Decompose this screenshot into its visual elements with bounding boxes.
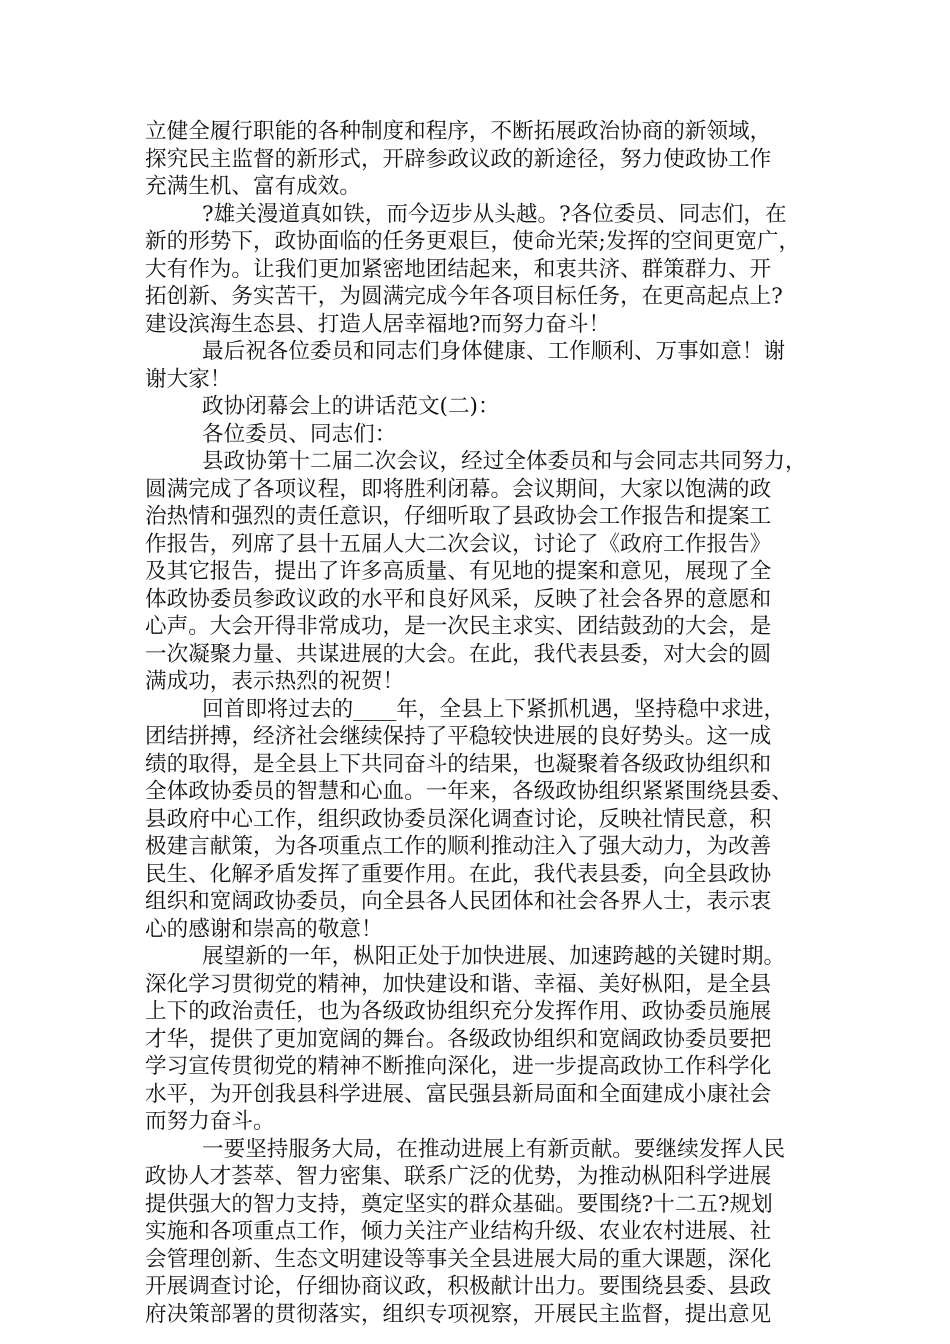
text-line: 各位委员、同志们： [202,421,397,447]
text-line: 展望新的一年，枞阳正处于加快进展、加速跨越的关键时期。 [202,944,786,969]
text-line: 治热情和强烈的责任意识，仔细听取了县政协会工作报告和提案工 [145,504,772,529]
text-line: 最后祝各位委员和同志们身体健康、工作顺利、万事如意！谢 [202,339,786,364]
text-line: 实施和各项重点工作，倾力关注产业结构升级、农业农村进展、社 [145,1219,772,1244]
text-line: 团结拼搏，经济社会继续保持了平稳较快进展的良好势头。这一成 [145,724,772,749]
text-line: 回首即将过去的____年，全县上下紧抓机遇，坚持稳中求进， [202,696,786,722]
text-line: 政协闭幕会上的讲话范文(二)： [202,394,500,419]
text-line: 建设滨海生态县、打造人居幸福地?而努力奋斗！ [145,311,611,337]
text-line: 体政协委员参政议政的水平和良好风采，反映了社会各界的意愿和 [145,586,772,612]
text-line: 及其它报告，提出了许多高质量、有见地的提案和意见，展现了全 [145,559,772,584]
document-body [145,118,821,1328]
text-line: 立健全履行职能的各种制度和程序，不断拓展政治协商的新领域， [145,119,772,144]
text-line: 绩的取得，是全县上下共同奋斗的结果，也凝聚着各级政协组织和 [145,751,772,777]
text-line: 学习宣传贯彻党的精神不断推向深化，进一步提高政协工作科学化 [145,1054,772,1079]
text-line: 满成功，表示热烈的祝贺！ [145,669,405,694]
text-line: 府决策部署的贯彻落实，组织专项视察，开展民主监督，提出意见 [145,1301,772,1327]
text-line: 组织和宽阔政协委员，向全县各人民团体和社会各界人士，表示衷 [145,889,772,914]
text-line: 大有作为。让我们更加紧密地团结起来，和衷共济、群策群力、开 [145,256,772,282]
text-line: 一次凝聚力量、共谋进展的大会。在此，我代表县委，对大会的圆 [145,641,772,667]
text-line: ?雄关漫道真如铁，而今迈步从头越。?各位委员、同志们，在 [202,201,787,227]
text-line: 会管理创新、生态文明建设等事关全县进展大局的重大课题，深化 [145,1246,772,1272]
text-line: 心的感谢和崇高的敬意！ [145,916,383,942]
text-line: 充满生机、富有成效。 [145,174,361,199]
text-line: 谢大家！ [145,366,232,392]
text-line: 民生、化解矛盾发挥了重要作用。在此，我代表县委，向全县政协 [145,861,772,887]
text-line: 深化学习贯彻党的精神，加快建设和谐、幸福、美好枞阳，是全县 [145,971,772,997]
text-line: 政协人才荟萃、智力密集、联系广泛的优势，为推动枞阳科学进展 [145,1164,772,1189]
text-line: 开展调查讨论，仔细协商议政，积极献计出力。要围绕县委、县政 [145,1274,772,1299]
text-line: 全体政协委员的智慧和心血。一年来，各级政协组织紧紧围绕县委、 [145,779,793,804]
text-line: 拓创新、务实苦干，为圆满完成今年各项目标任务，在更高起点上? [145,284,783,309]
text-line: 水平，为开创我县科学进展、富民强县新局面和全面建成小康社会 [145,1081,772,1107]
text-line: 一要坚持服务大局，在推动进展上有新贡献。要继续发挥人民 [202,1136,786,1162]
text-line: 提供强大的智力支持，奠定坚实的群众基础。要围绕?十二五?规划 [145,1191,773,1217]
text-line: 新的形势下，政协面临的任务更艰巨，使命光荣;发挥的空间更宽广， [145,229,801,254]
text-line: 极建言献策，为各项重点工作的顺利推动注入了强大动力，为改善 [145,834,772,859]
text-line: 作报告，列席了县十五届人大二次会议，讨论了《政府工作报告》 [145,531,772,557]
text-line: 圆满完成了各项议程，即将胜利闭幕。会议期间，大家以饱满的政 [145,476,772,502]
text-line: 县政协第十二届二次会议，经过全体委员和与会同志共同努力， [202,449,807,474]
text-line: 心声。大会开得非常成功，是一次民主求实、团结鼓劲的大会，是 [145,614,772,639]
text-line: 上下的政治责任，也为各级政协组织充分发挥作用、政协委员施展 [145,999,772,1024]
text-line: 县政府中心工作，组织政协委员深化调查讨论，反映社情民意，积 [145,806,772,832]
text-line: 探究民主监督的新形式，开辟参政议政的新途径，努力使政协工作 [145,146,772,172]
text-line: 而努力奋斗。 [145,1109,275,1134]
text-line: 才华，提供了更加宽阔的舞台。各级政协组织和宽阔政协委员要把 [145,1026,772,1052]
